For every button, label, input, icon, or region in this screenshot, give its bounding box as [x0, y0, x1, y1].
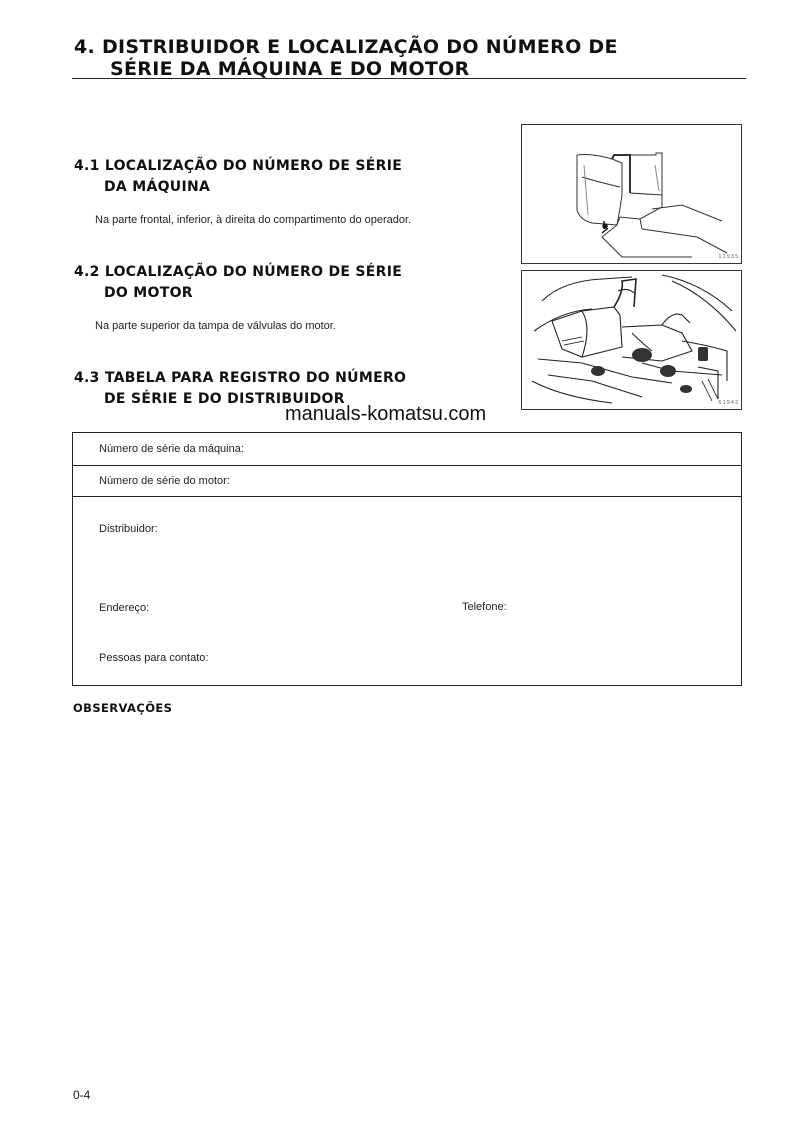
address-label: Endereço: — [99, 602, 150, 614]
page-title-line2: SÉRIE DA MÁQUINA E DO MOTOR — [110, 58, 470, 80]
engine-serial-label: Número de série do motor: — [99, 475, 230, 487]
title-rule — [72, 78, 746, 79]
contacts-label: Pessoas para contato: — [99, 652, 209, 664]
section-4-3-heading-line1: 4.3 TABELA PARA REGISTRO DO NÚMERO — [74, 370, 407, 386]
section-4-2-heading-line1: 4.2 LOCALIZAÇÃO DO NÚMERO DE SÉRIE — [74, 264, 403, 280]
registration-table — [72, 432, 742, 686]
engine-serial-illustration — [522, 271, 741, 409]
machine-serial-figure — [521, 124, 742, 264]
section-4-2-heading-line2: DO MOTOR — [104, 285, 193, 301]
engine-serial-figure — [521, 270, 742, 410]
page-number: 0-4 — [73, 1088, 91, 1102]
figure-2-code: 6 1 9 4 2 — [718, 400, 738, 406]
observations-heading: OBSERVAÇÕES — [73, 701, 173, 715]
phone-label: Telefone: — [462, 601, 507, 613]
page-title-line1: 4. DISTRIBUIDOR E LOCALIZAÇÃO DO NÚMERO DE — [74, 36, 618, 58]
engine-serial-row — [73, 465, 741, 497]
machine-serial-label: Número de série da máquina: — [99, 443, 244, 455]
section-4-3-heading-line2: DE SÉRIE E DO DISTRIBUIDOR — [104, 391, 345, 407]
section-4-1-heading-line2: DA MÁQUINA — [104, 179, 211, 195]
section-4-1-text: Na parte frontal, inferior, à direita do compartimento do operador. — [95, 214, 412, 226]
section-4-1-heading-line1: 4.1 LOCALIZAÇÃO DO NÚMERO DE SÉRIE — [74, 158, 403, 174]
watermark-text: manuals-komatsu.com — [285, 403, 487, 425]
distributor-label: Distribuidor: — [99, 523, 158, 535]
section-4-2-text: Na parte superior da tampa de válvulas do motor. — [95, 320, 336, 332]
machine-serial-row — [73, 433, 741, 466]
figure-1-code: 1 1 9 3 5 — [718, 254, 738, 260]
machine-serial-illustration — [522, 125, 741, 263]
